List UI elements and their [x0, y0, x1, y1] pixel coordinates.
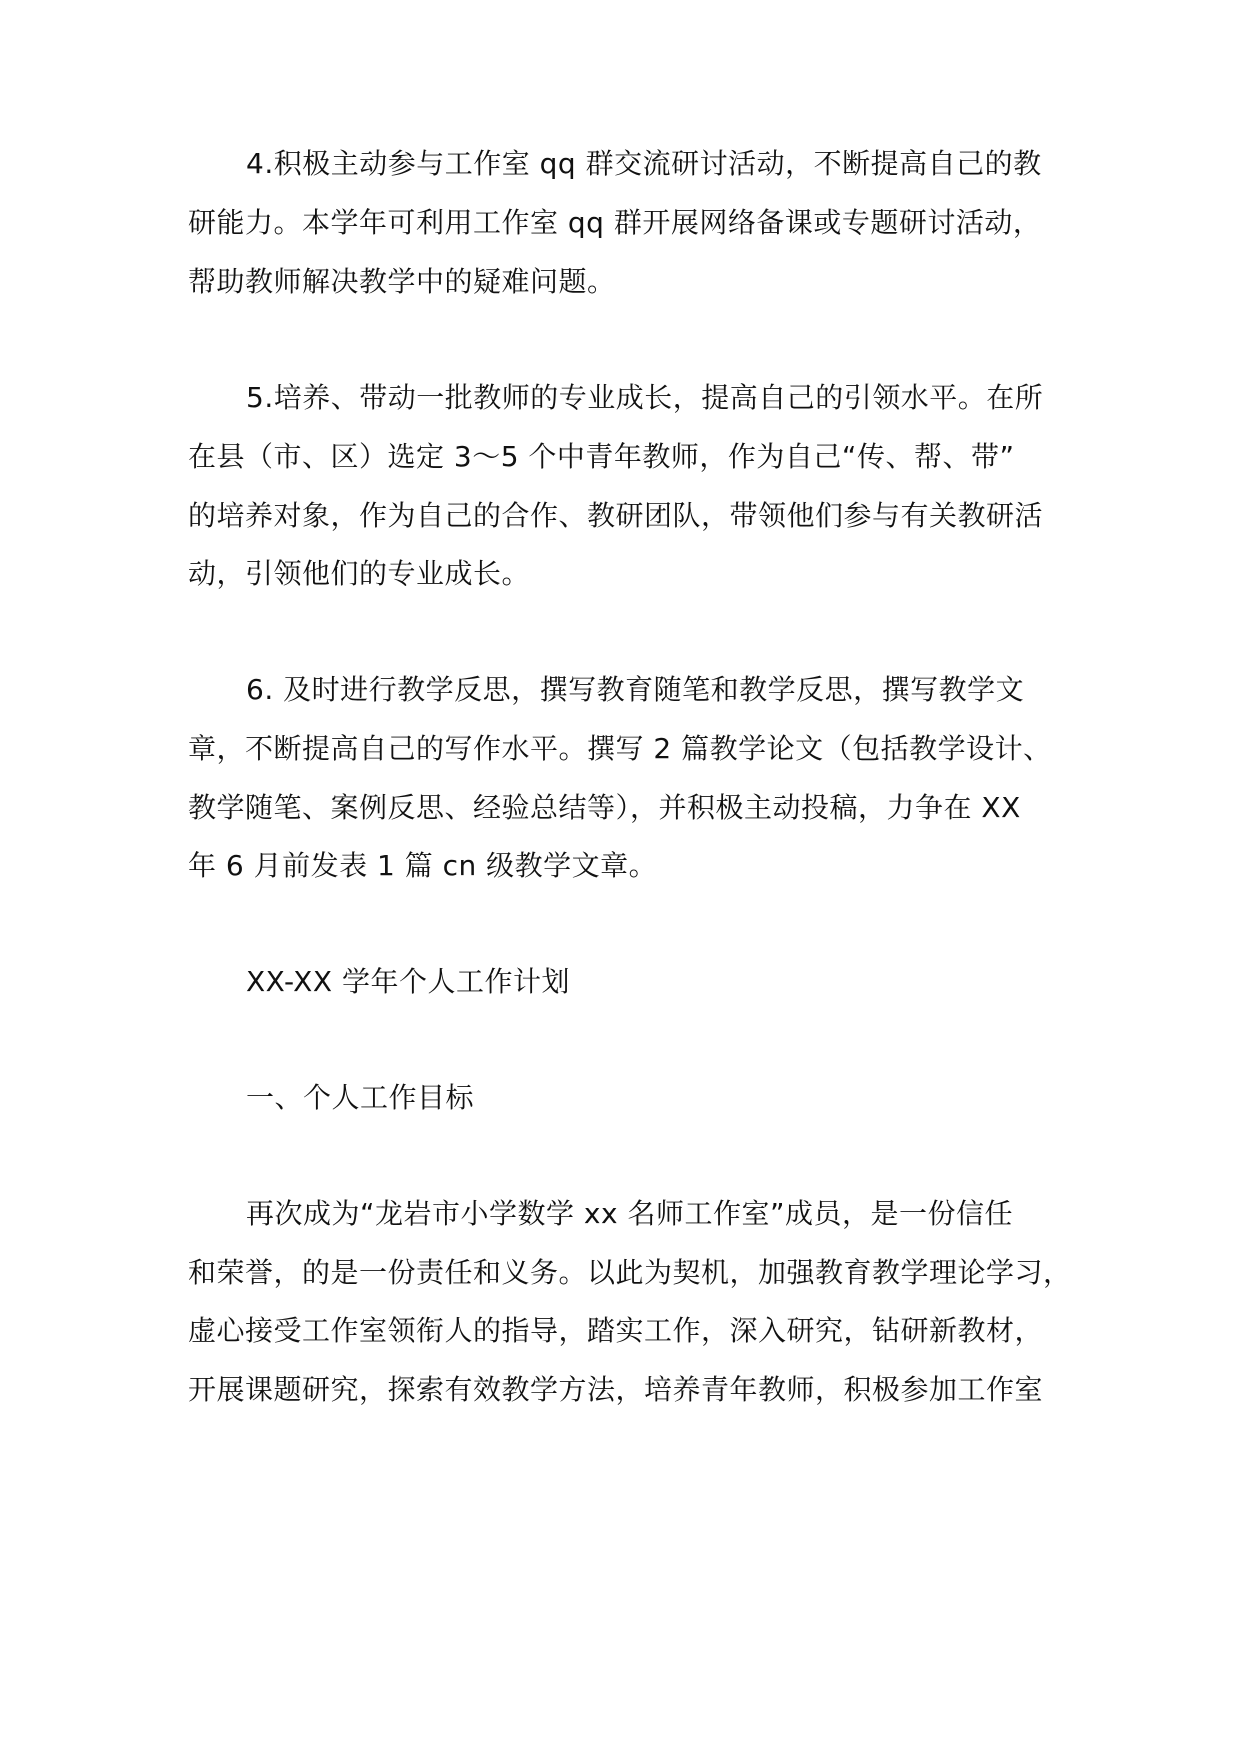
paragraph-5-line-4: 动，引领他们的专业成长。 [188, 557, 531, 590]
intro-line-4: 开展课题研究，探索有效教学方法，培养青年教师，积极参加工作室 [188, 1373, 1044, 1406]
paragraph-4-line-3: 帮助教师解决教学中的疑难问题。 [188, 265, 616, 298]
paragraph-4-line-2: 研能力。本学年可利用工作室 qq 群开展网络备课或专题研讨活动， [188, 206, 1042, 239]
intro-line-3: 虚心接受工作室领衔人的指导，踏实工作，深入研究，钻研新教材， [188, 1314, 1044, 1347]
document-heading: XX-XX 学年个人工作计划 [246, 965, 570, 998]
paragraph-6-line-3: 教学随笔、案例反思、经验总结等），并积极主动投稿，力争在 XX [188, 791, 1021, 824]
paragraph-6-line-2: 章，不断提高自己的写作水平。撰写 2 篇教学论文（包括教学设计、 [188, 732, 1052, 765]
paragraph-5-line-3: 的培养对象，作为自己的合作、教研团队，带领他们参与有关教研活 [188, 499, 1044, 532]
intro-line-1: 再次成为“龙岩市小学数学 xx 名师工作室”成员，是一份信任 [246, 1197, 1013, 1230]
paragraph-5-line-1: 5.培养、带动一批教师的专业成长，提高自己的引领水平。在所 [246, 381, 1044, 414]
section-title: 一、个人工作目标 [246, 1081, 475, 1114]
paragraph-5-line-2: 在县（市、区）选定 3～5 个中青年教师，作为自己“传、帮、带” [188, 440, 1015, 473]
paragraph-6-line-1: 6. 及时进行教学反思，撰写教育随笔和教学反思，撰写教学文 [246, 673, 1025, 706]
paragraph-6-line-4: 年 6 月前发表 1 篇 cn 级教学文章。 [188, 849, 658, 882]
intro-line-2: 和荣誉，的是一份责任和义务。以此为契机，加强教育教学理论学习， [188, 1256, 1072, 1289]
paragraph-4-line-1: 4.积极主动参与工作室 qq 群交流研讨活动，不断提高自己的教 [246, 147, 1042, 180]
